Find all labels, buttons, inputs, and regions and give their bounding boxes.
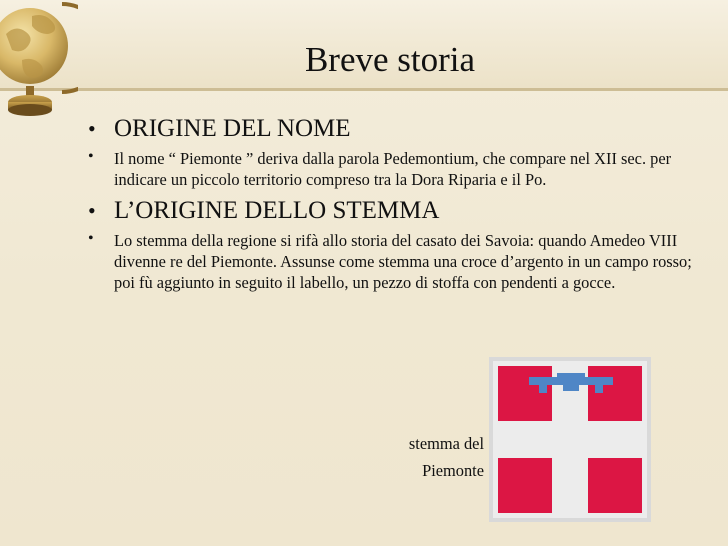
coat-of-arms-image	[489, 357, 651, 522]
bullet-list	[88, 112, 698, 299]
bullet-text: ORIGINE DEL NOME	[114, 115, 351, 142]
coat-quarter-bottom-right	[588, 458, 642, 513]
bullet-body-origine-stemma	[88, 230, 698, 293]
coat-quarter-bottom-left	[498, 458, 552, 513]
bullet-text: Il nome “ Piemonte ” deriva dalla parola Pedemontium, che compare nel XII sec. per indicare un piccolo territorio compreso tra la Dora Riparia e il Po.	[114, 149, 672, 189]
bullet-dot: •	[88, 198, 96, 223]
slide-title: Breve storia	[304, 40, 476, 79]
coat-quarter-top-right	[588, 366, 642, 421]
coat-quarter-top-left	[498, 366, 552, 421]
bullet-dot: •	[88, 230, 94, 247]
bullet-heading-origine-nome	[88, 114, 698, 144]
caption-line-1: stemma del	[408, 434, 484, 453]
bullet-body-origine-nome	[88, 148, 698, 190]
bullet-dot: •	[88, 148, 94, 165]
bullet-text: Lo stemma della regione si rifà allo storia del casato dei Savoia: quando Amedeo VIII divenne re del Piemonte. Assunse come stemma una croce d’argento in un campo rosso; poi fù aggiunto in seguito il labello, un pezzo di stoffa con pendenti a gocce.	[114, 231, 692, 292]
header-divider	[0, 88, 728, 91]
image-caption	[372, 430, 484, 484]
bullet-dot: •	[88, 116, 96, 141]
bullet-text: L’ORIGINE DELLO STEMMA	[114, 197, 440, 224]
caption-line-2: Piemonte	[422, 461, 484, 480]
bullet-heading-origine-stemma	[88, 196, 698, 226]
